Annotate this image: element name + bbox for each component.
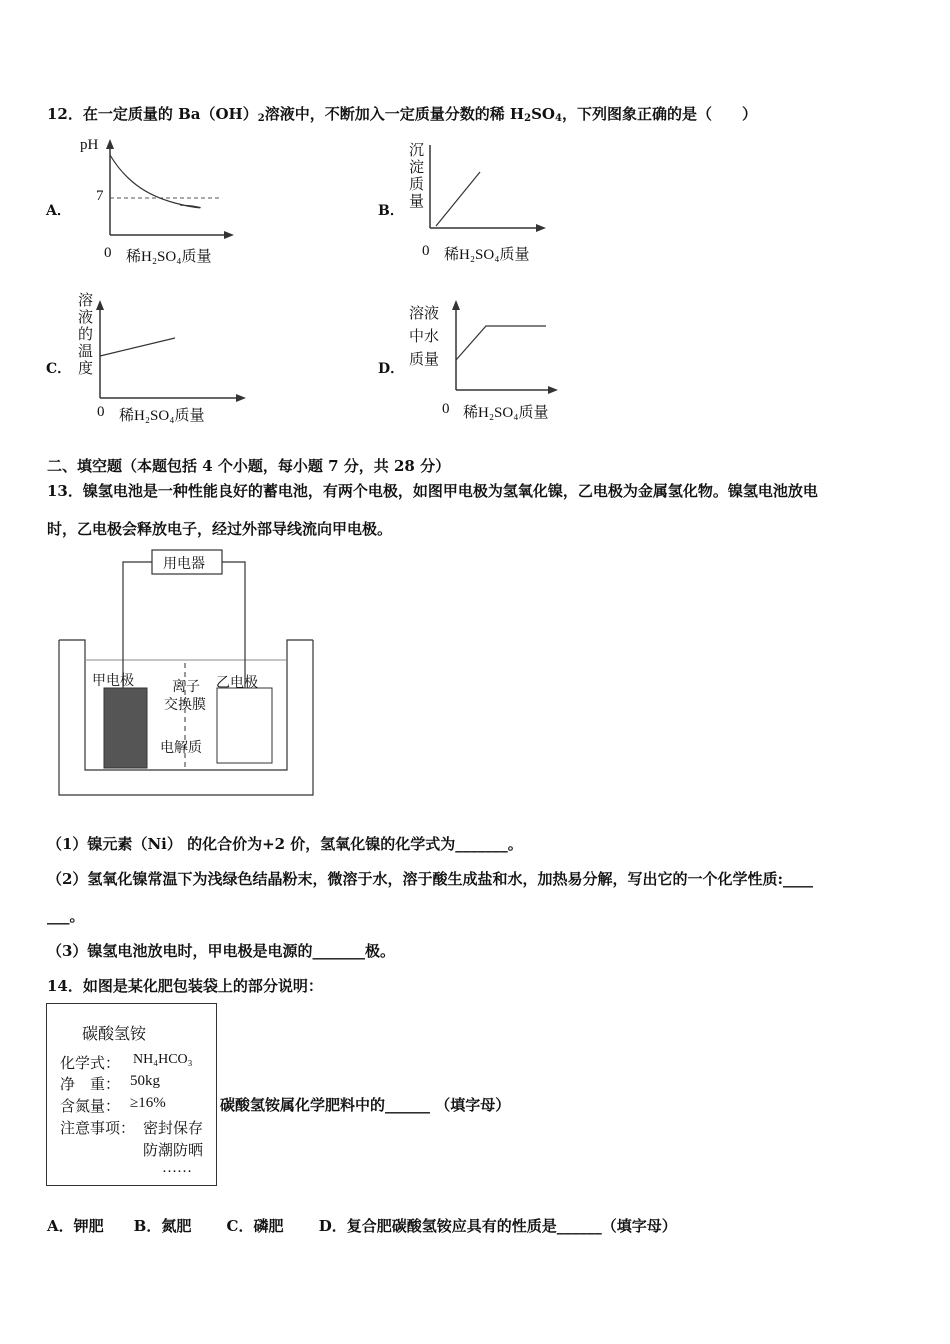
label-nitrogen-value: ≥16% xyxy=(130,1095,166,1111)
option-c-label: C． xyxy=(46,361,72,377)
q14-stem: 14．如图是某化肥包装袋上的部分说明： xyxy=(47,977,323,995)
option-b-label: B． xyxy=(378,203,404,219)
graph-a-origin: 0 xyxy=(104,245,112,261)
left-electrode xyxy=(104,688,147,768)
label-notes-key: 注意事项： xyxy=(60,1121,136,1137)
ph-curve xyxy=(110,155,200,208)
label-formula-key: 化学式： xyxy=(60,1056,121,1072)
label-formula-value: NH₄HCO₃ xyxy=(133,1052,193,1067)
water-mass-line xyxy=(456,326,546,360)
section2-title: 二、填空题（本题包括 4 个小题，每小题 7 分，共 28 分） xyxy=(47,457,451,475)
right-electrode xyxy=(217,688,272,763)
graph-a-ylabel: pH xyxy=(80,137,99,153)
graph-c-xlabel: 稀H₂SO₄质量 xyxy=(119,408,205,424)
label-ellipsis: …… xyxy=(162,1160,192,1176)
q13-sub2-line1: （2）氢氧化镍常温下为浅绿色结晶粉末，微溶于水，溶于酸生成盐和水，加热易分解，写出它的一个化学性质:____ xyxy=(47,870,813,888)
q13-sub2-line2: ___。 xyxy=(47,907,85,925)
electrolyte-label: 电解质 xyxy=(160,741,202,756)
graph-d-xlabel: 稀H₂SO₄质量 xyxy=(463,405,549,421)
label-name: 碳酸氢铵 xyxy=(82,1026,147,1043)
membrane-label-2: 交换膜 xyxy=(164,698,206,713)
q12-stem: 12．在一定质量的 $Ba(OH)_2$溶液中，不断加入一定质量分数的稀 $H_2SO_4$，下列图象正确的是（ ） xyxy=(47,105,757,124)
q13-sub3: （3）镍氢电池放电时，甲电极是电源的_______极。 xyxy=(47,942,395,960)
q14-question: 碳酸氢铵属化学肥料中的______ （填字母） xyxy=(220,1096,511,1114)
option-d-label: D． xyxy=(378,361,405,377)
graph-a-tick-7: 7 xyxy=(96,188,104,204)
q13-stem-line2: 时，乙电极会释放电子，经过外部导线流向甲电极。 xyxy=(47,520,393,538)
graph-c-ylabel: 溶液的温度 xyxy=(76,292,92,377)
q14-options-line: A．钾肥 B．氮肥 C．磷肥 D．复合肥碳酸氢铵应具有的性质是______（填字母） xyxy=(47,1217,677,1235)
label-weight-key: 净 重： xyxy=(60,1077,121,1093)
precipitate-line xyxy=(436,172,480,226)
label-notes-value-1: 密封保存 xyxy=(143,1121,204,1137)
left-electrode-label: 甲电极 xyxy=(92,674,134,689)
membrane-label-1: 离子 xyxy=(172,680,200,695)
device-label: 用电器 xyxy=(163,557,205,572)
graph-b-origin: 0 xyxy=(422,243,430,259)
graph-a-xlabel: 稀H₂SO₄质量 xyxy=(126,249,212,265)
temperature-line xyxy=(100,338,175,356)
label-notes-value-2: 防潮防晒 xyxy=(143,1143,204,1159)
graph-b-xlabel: 稀H₂SO₄质量 xyxy=(444,247,530,263)
graph-d xyxy=(440,298,570,398)
label-weight-value: 50kg xyxy=(130,1073,160,1089)
graph-b-ylabel: 沉淀质量 xyxy=(407,142,423,210)
right-electrode-label: 乙电极 xyxy=(216,676,258,691)
graph-d-ylabel-2: 中水 xyxy=(409,329,440,345)
graph-d-ylabel-3: 质量 xyxy=(409,352,440,368)
graph-c-origin: 0 xyxy=(97,404,105,420)
label-nitrogen-key: 含氮量： xyxy=(60,1099,121,1115)
graph-d-origin: 0 xyxy=(442,401,450,417)
q13-sub1: （1）镍元素（Ni） 的化合价为+2 价，氢氧化镍的化学式为_______。 xyxy=(47,835,523,853)
q13-stem-line1: 13．镍氢电池是一种性能良好的蓄电池，有两个电极，如图甲电极为氢氧化镍，乙电极为金属氢化物。镍氢电池放电 xyxy=(47,482,818,500)
graph-c xyxy=(80,298,250,408)
graph-d-ylabel-1: 溶液 xyxy=(409,306,440,322)
option-a-label: A． xyxy=(46,203,71,219)
right-wire xyxy=(222,562,245,688)
